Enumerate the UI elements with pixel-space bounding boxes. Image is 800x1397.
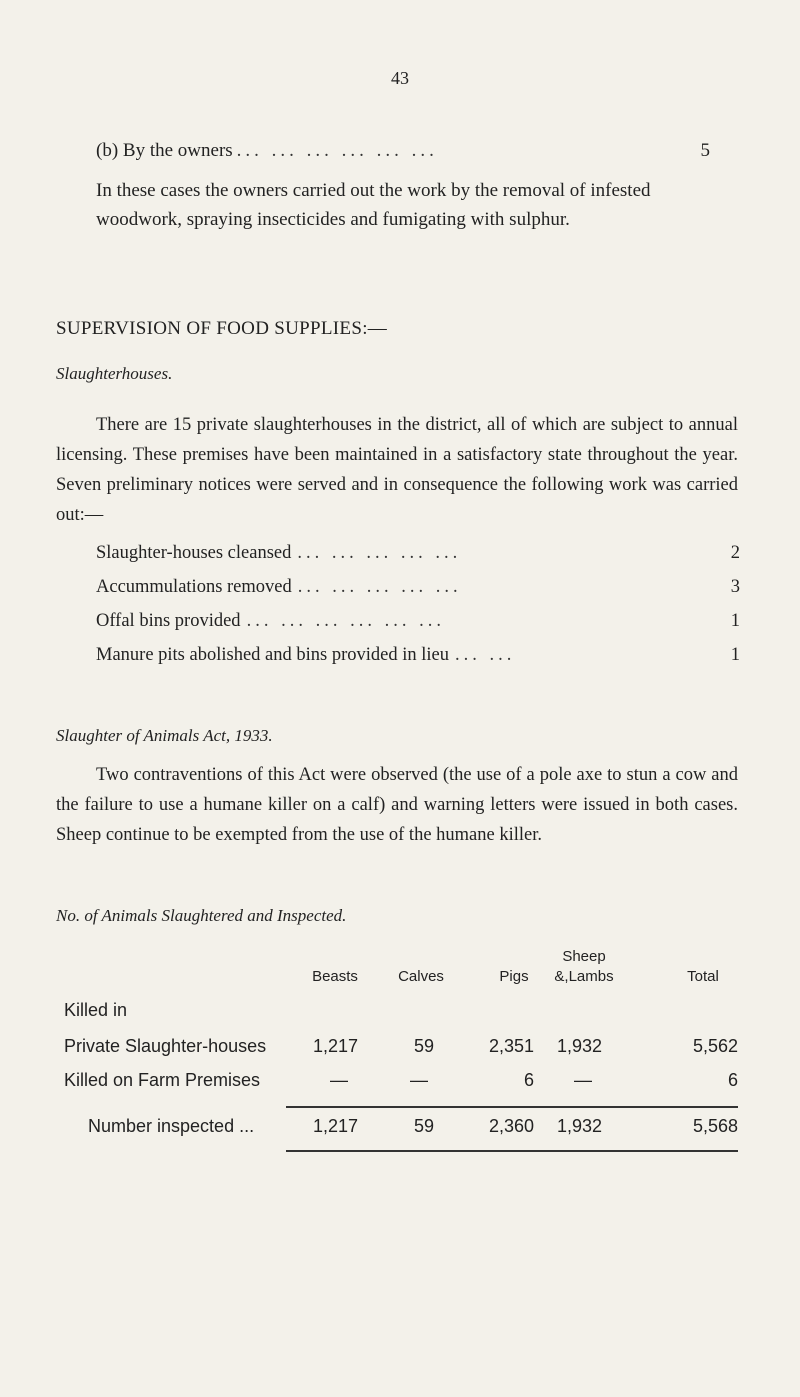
total-calves: 59 (413, 1116, 434, 1136)
act-subheading: Slaughter of Animals Act, 1933. (56, 726, 273, 745)
header-pigs: Pigs (499, 968, 529, 985)
leader-dots: ... ... ... ... ... (297, 542, 462, 563)
owners-value: 5 (700, 140, 710, 161)
list-item (96, 638, 740, 672)
owners-line (96, 140, 710, 162)
list-item (96, 536, 740, 570)
work-item-label: Offal bins provided (96, 610, 241, 631)
work-item-label: Slaughter-houses cleansed (96, 542, 292, 563)
work-item-value: 1 (730, 644, 740, 665)
owners-paragraph: In these cases the owners carried out the work by the removal of infested woodwork, spraying insecticides and fumigating with sulphur. (96, 180, 651, 230)
list-item (96, 604, 740, 638)
total-pigs: 2,360 (488, 1116, 534, 1136)
work-item-label: Accummulations removed (96, 576, 292, 597)
header-beasts: Beasts (312, 968, 358, 985)
leader-dots: ... ... (454, 644, 516, 665)
work-item-value: 3 (730, 576, 740, 597)
leader-dots: ... ... ... ... ... ... (236, 140, 438, 161)
section-heading: SUPERVISION OF FOOD SUPPLIES:— (56, 318, 388, 339)
cell-calves: — (410, 1070, 428, 1090)
animals-table-subheading: No. of Animals Slaughtered and Inspected. (56, 906, 347, 925)
act-paragraph: Two contraventions of this Act were observed (the use of a pole axe to stun a cow and the failure to use a humane killer on a calf) and warning letters were issued in both cases. Sheep continue to be exempted from the use of the humane killer. (56, 765, 738, 845)
header-sheep-line2: &,Lambs (554, 968, 614, 985)
list-item (96, 570, 740, 604)
slaughterhouses-paragraph: There are 15 private slaughterhouses in the district, all of which are subject to annual licensing. These premises have been maintained in a satisfactory state throughout the year. Seven preliminary notices were served and in consequence the following work was carried out:— (56, 415, 738, 525)
header-sheep-line1: Sheep (562, 948, 606, 965)
cell-pigs: 6 (523, 1070, 534, 1090)
total-sheep: 1,932 (556, 1116, 602, 1136)
row-label: Private Slaughter-houses (64, 1036, 267, 1056)
cell-sheep: 1,932 (556, 1036, 602, 1056)
work-item-label: Manure pits abolished and bins provided in lieu (96, 644, 449, 665)
row-label: Killed on Farm Premises (64, 1070, 261, 1090)
work-item-value: 2 (730, 542, 740, 563)
killed-in-label: Killed in (64, 1000, 128, 1020)
divider (286, 1106, 738, 1108)
cell-pigs: 2,351 (488, 1036, 534, 1056)
total-row-label: Number inspected ... (88, 1116, 255, 1136)
slaughterhouses-subheading: Slaughterhouses. (56, 364, 173, 383)
owners-label: (b) By the owners (96, 140, 233, 161)
cell-total: 6 (727, 1070, 738, 1090)
cell-beasts: — (330, 1070, 348, 1090)
header-calves: Calves (398, 968, 444, 985)
total-beasts: 1,217 (312, 1116, 358, 1136)
page-number: 43 (391, 68, 409, 88)
work-item-value: 1 (730, 610, 740, 631)
leader-dots: ... ... ... ... ... (297, 576, 462, 597)
header-total: Total (687, 968, 719, 985)
cell-total: 5,562 (692, 1036, 738, 1056)
total-total: 5,568 (692, 1116, 738, 1136)
work-list (96, 536, 740, 672)
divider (286, 1150, 738, 1152)
cell-sheep: — (574, 1070, 592, 1090)
leader-dots: ... ... ... ... ... ... (246, 610, 445, 631)
cell-beasts: 1,217 (312, 1036, 358, 1056)
cell-calves: 59 (413, 1036, 434, 1056)
